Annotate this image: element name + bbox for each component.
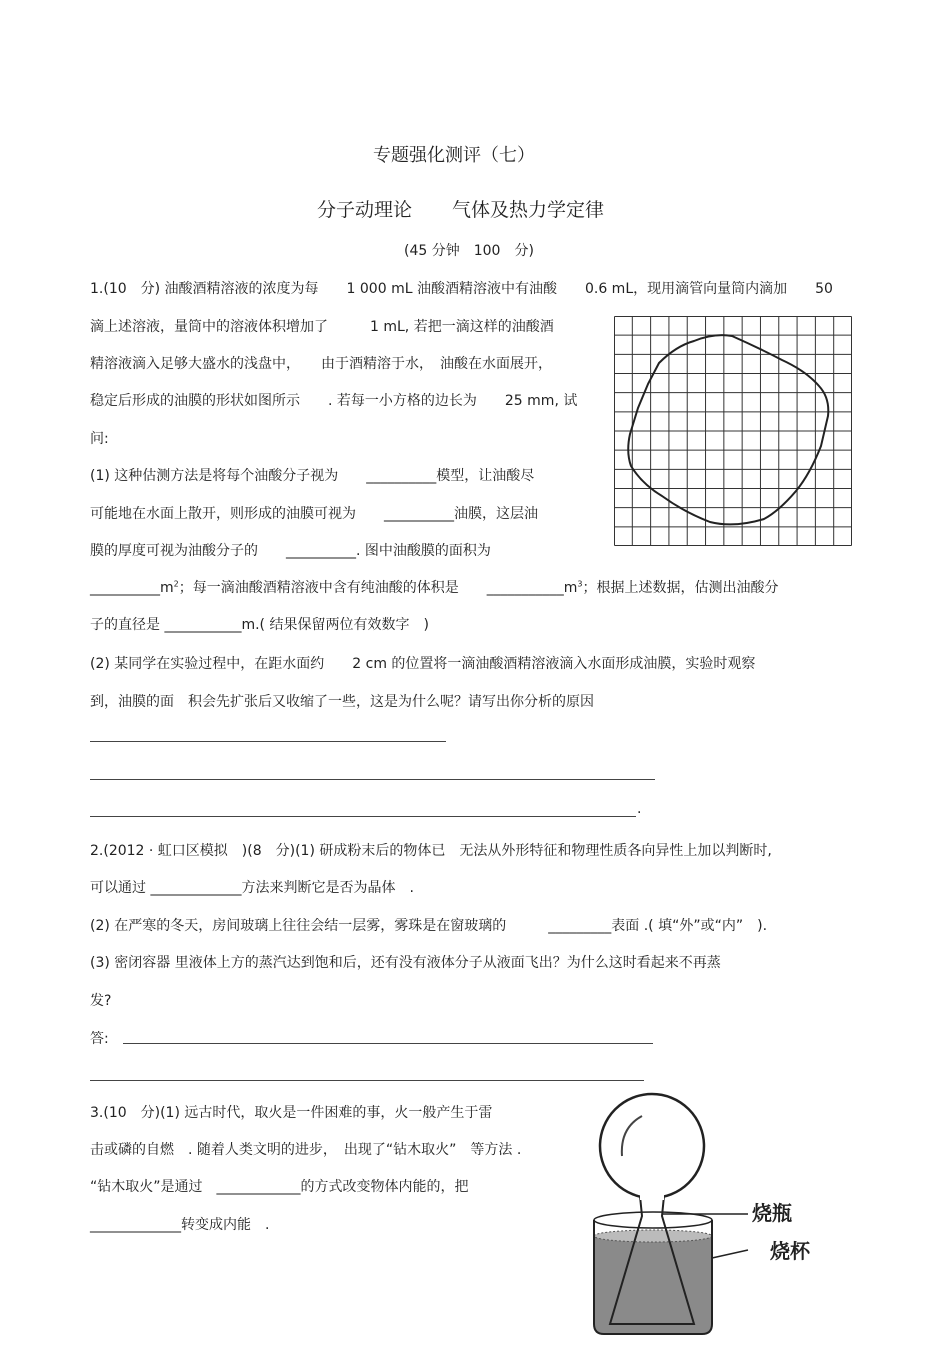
q3-line1: 3.(10 分)(1) 远古时代，取火是一件困难的事，火一般产生于雷 bbox=[90, 1105, 493, 1121]
flask-label: 烧瓶 bbox=[752, 1201, 792, 1225]
q1-part1-line1: (1) 这种估测方法是将每个油酸分子视为 __________模型，让油酸尽 bbox=[90, 468, 535, 484]
q1-part1-line4c: ；根据上述数据，估测出油酸分 bbox=[582, 580, 779, 596]
oil-film-outline bbox=[628, 335, 828, 524]
q3-line4: _____________转变成内能 . bbox=[90, 1217, 270, 1233]
answer-line bbox=[90, 816, 636, 817]
q1-line5: 问: bbox=[90, 431, 109, 447]
q3-line2: 击或磷的自燃 . 随着人类文明的进步， 出现了“钻木取火” 等方法 . bbox=[90, 1142, 522, 1158]
flask-bulb bbox=[600, 1094, 704, 1198]
time-info: (45 分钟 100 分) bbox=[404, 243, 534, 259]
q2-line4: (3) 密闭容器 里液体上方的蒸汽达到饱和后，还有没有液体分子从液面飞出？为什么这时看起来不再蒸 bbox=[90, 955, 721, 971]
q1-sup-3: 3 bbox=[577, 579, 583, 589]
doc-subtitle-right: 气体及热力学定律 bbox=[452, 199, 605, 221]
q1-line4: 稳定后形成的油膜的形状如图所示 . 若每一小方格的边长为 25 mm, 试 bbox=[90, 393, 578, 409]
q1-part1-line4b: ；每一滴油酸酒精溶液中含有纯油酸的体积是 ___________m bbox=[178, 580, 578, 596]
q1-line3: 精溶液滴入足够大盛水的浅盘中， 由于酒精溶于水， 油酸在水面展开， bbox=[90, 356, 552, 372]
q1-part1-line4 bbox=[90, 577, 778, 597]
q2-answer-label: 答: bbox=[90, 1031, 109, 1047]
q2-line2: 可以通过 _____________方法来判断它是否为晶体 . bbox=[90, 880, 414, 896]
q1-part1-line4a: __________m bbox=[90, 580, 174, 596]
q1-part1-line3: 膜的厚度可视为油酸分子的 __________. 图中油酸膜的面积为 bbox=[90, 543, 491, 559]
q1-sup-2: 2 bbox=[173, 579, 179, 589]
q2-line5: 发? bbox=[90, 993, 112, 1009]
oil-film-grid-figure bbox=[614, 316, 852, 546]
answer-line bbox=[123, 1043, 653, 1044]
q1-part1-line5: 子的直径是 ___________m.( 结果保留两位有效数字 ) bbox=[90, 617, 429, 633]
doc-title: 专题强化测评（七） bbox=[373, 145, 535, 166]
q2-line1: 2.(2012 · 虹口区模拟 )(8 分)(1) 研成粉末后的物体已 无法从外形特征和物理性质各向异性上加以判断时, bbox=[90, 843, 772, 859]
answer-line bbox=[90, 779, 655, 780]
answer-end-period: . bbox=[637, 801, 642, 817]
doc-subtitle-left: 分子动理论 bbox=[317, 199, 413, 221]
flask-beaker-figure bbox=[580, 1088, 840, 1340]
beaker-leader-line bbox=[712, 1250, 748, 1258]
answer-line bbox=[90, 1080, 644, 1081]
q1-part1-line2: 可能地在水面上散开，则形成的油膜可视为 __________油膜，这层油 bbox=[90, 506, 538, 522]
answer-line bbox=[90, 741, 446, 742]
beaker-label: 烧杯 bbox=[770, 1239, 810, 1263]
q1-part2-line2: 到，油膜的面 积会先扩张后又收缩了一些，这是为什么呢？请写出你分析的原因 bbox=[90, 694, 594, 710]
q1-line2: 滴上述溶液，量筒中的溶液体积增加了 1 mL, 若把一滴这样的油酸酒 bbox=[90, 319, 554, 335]
q1-part2-line1: (2) 某同学在实验过程中，在距水面约 2 cm 的位置将一滴油酸酒精溶液滴入水面形成油膜，实验时观察 bbox=[90, 656, 756, 672]
q1-line1: 1.(10 分) 油酸酒精溶液的浓度为每 1 000 mL 油酸酒精溶液中有油酸 0.6 mL，现用滴管向量筒内滴加 50 bbox=[90, 281, 833, 297]
liquid-surface bbox=[594, 1230, 712, 1242]
q3-line3: “钻木取火”是通过 ____________的方式改变物体内能的，把 bbox=[90, 1179, 469, 1195]
q2-line3: (2) 在严寒的冬天，房间玻璃上往往会结一层雾，雾珠是在窗玻璃的 _________表面 .( 填“外”或“内” ). bbox=[90, 918, 768, 934]
